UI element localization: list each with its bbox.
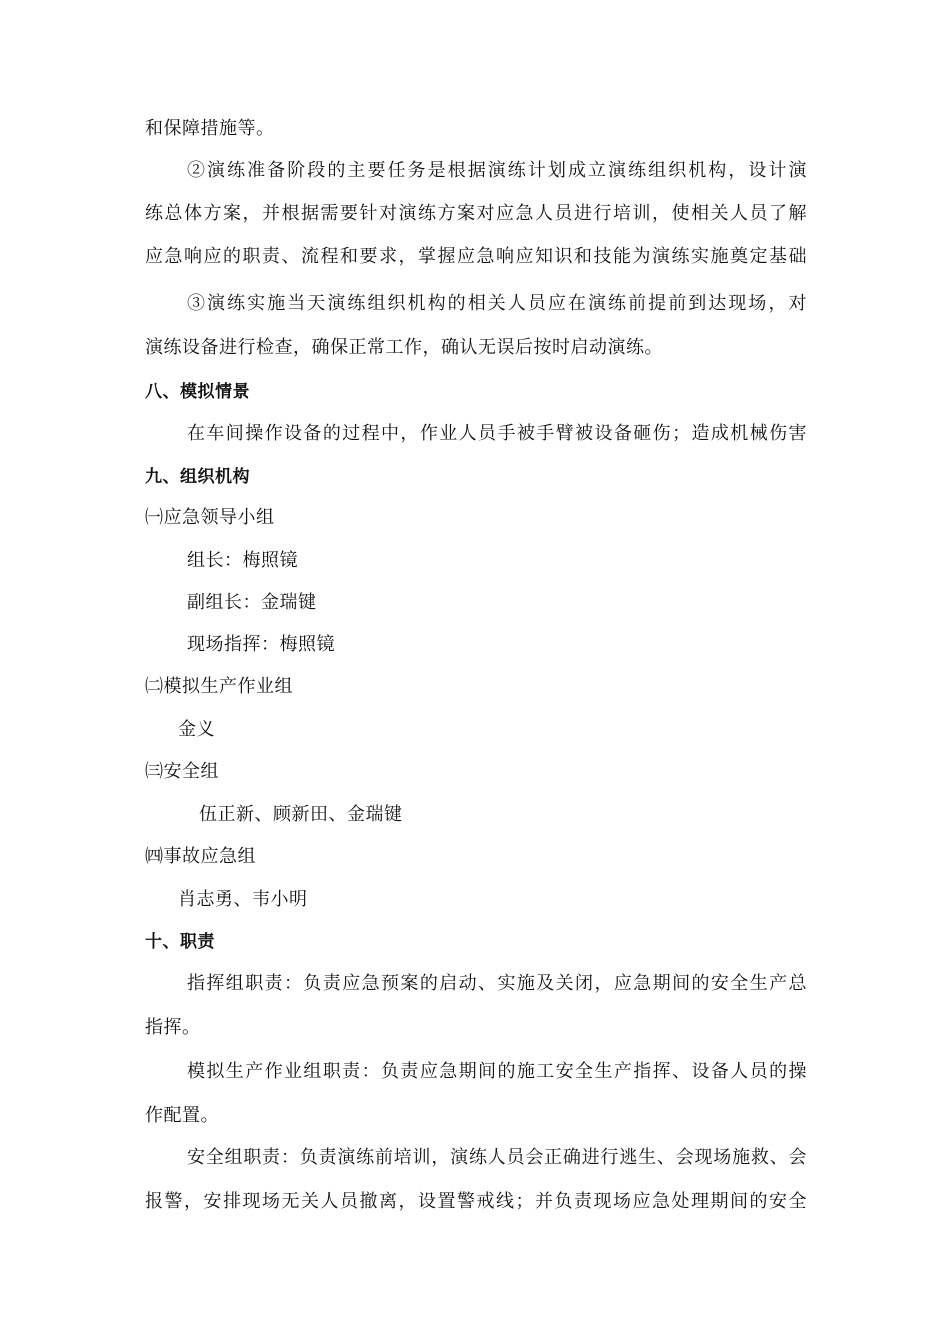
duty-line: 报警，安排现场无关人员撤离，设置警戒线；并负责现场应急处理期间的安全 xyxy=(145,1191,807,1212)
duty-line: 指挥。 xyxy=(145,1017,201,1038)
deputy-line: 副组长：金瑞键 xyxy=(187,592,317,613)
duty-line: 安全组职责：负责演练前培训，演练人员会正确进行逃生、会现场施救、会 xyxy=(187,1147,807,1168)
section-heading: 八、模拟情景 xyxy=(145,382,250,402)
section-text: 在车间操作设备的过程中，作业人员手被手臂被设备砸伤；造成机械伤害 xyxy=(187,423,807,444)
group-members: 伍正新、顾新田、金瑞键 xyxy=(199,804,403,825)
paragraph-line: 和保障措施等。 xyxy=(145,118,275,139)
group-title: ㈡模拟生产作业组 xyxy=(145,676,293,697)
paragraph-line: ②演练准备阶段的主要任务是根据演练计划成立演练组织机构，设计演 xyxy=(187,160,807,181)
duty-line: 模拟生产作业组职责：负责应急期间的施工安全生产指挥、设备人员的操 xyxy=(187,1061,807,1082)
paragraph-line: ③演练实施当天演练组织机构的相关人员应在演练前提前到达现场，对 xyxy=(187,293,807,314)
group-title: ㈠应急领导小组 xyxy=(145,507,275,528)
paragraph-line: 演练设备进行检查，确保正常工作，确认无误后按时启动演练。 xyxy=(145,337,663,358)
paragraph-line: 练总体方案，并根据需要针对演练方案对应急人员进行培训，使相关人员了解 xyxy=(145,203,807,224)
group-title: ㈢安全组 xyxy=(145,761,219,782)
duty-line: 作配置。 xyxy=(145,1105,219,1126)
leader-line: 组长：梅照镜 xyxy=(187,550,298,571)
section-heading: 九、组织机构 xyxy=(145,467,250,487)
commander-line: 现场指挥：梅照镜 xyxy=(187,634,335,655)
section-heading: 十、职责 xyxy=(145,932,215,952)
group-members: 肖志勇、韦小明 xyxy=(178,889,308,910)
group-members: 金义 xyxy=(178,719,215,740)
group-title: ㈣事故应急组 xyxy=(145,846,256,867)
duty-line: 指挥组职责：负责应急预案的启动、实施及关闭，应急期间的安全生产总 xyxy=(187,973,807,994)
paragraph-line: 应急响应的职责、流程和要求，掌握应急响应知识和技能为演练实施奠定基础 xyxy=(145,246,807,267)
